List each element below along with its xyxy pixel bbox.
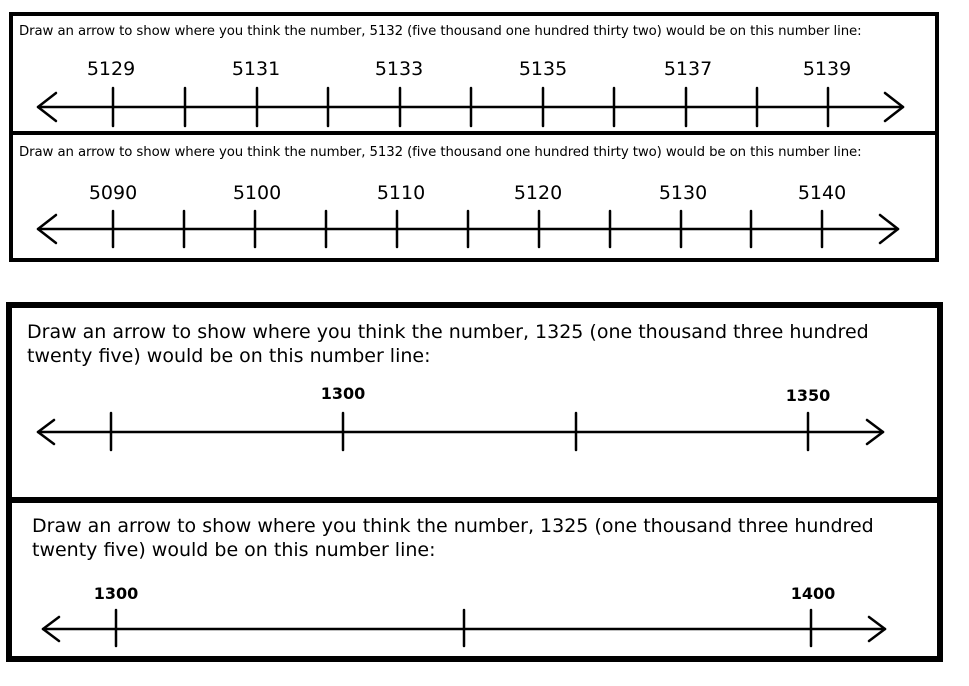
tick-label: 5140 xyxy=(797,182,847,204)
problem-3-instruction: Draw an arrow to show where you think the number, 1325 (one thousand three hundred twenty five) would be on this number line: xyxy=(27,321,869,367)
tick-label: 5120 xyxy=(513,182,563,204)
problem-1-instruction: Draw an arrow to show where you think the number, 5132 (five thousand one hundred thirty two) would be on this number line: xyxy=(19,24,862,39)
tick-label: 5135 xyxy=(518,58,568,80)
tick-label: 5139 xyxy=(802,58,852,80)
tick-label: 5137 xyxy=(663,58,713,80)
tick-label: 5090 xyxy=(88,182,138,204)
problem-2-instruction: Draw an arrow to show where you think the number, 5132 (five thousand one hundred thirty two) would be on this number line: xyxy=(19,145,862,160)
tick-label: 5110 xyxy=(376,182,426,204)
tick-label: 5100 xyxy=(232,182,282,204)
tick-label: 1400 xyxy=(790,584,836,603)
tick-label: 1300 xyxy=(320,384,366,403)
tick-label: 5131 xyxy=(231,58,281,80)
tick-label: 1350 xyxy=(785,386,831,405)
tick-label: 5129 xyxy=(86,58,136,80)
problem-4-instruction: Draw an arrow to show where you think the number, 1325 (one thousand three hundred twenty five) would be on this number line: xyxy=(32,515,874,561)
tick-label: 1300 xyxy=(93,584,139,603)
tick-label: 5133 xyxy=(374,58,424,80)
tick-label: 5130 xyxy=(658,182,708,204)
